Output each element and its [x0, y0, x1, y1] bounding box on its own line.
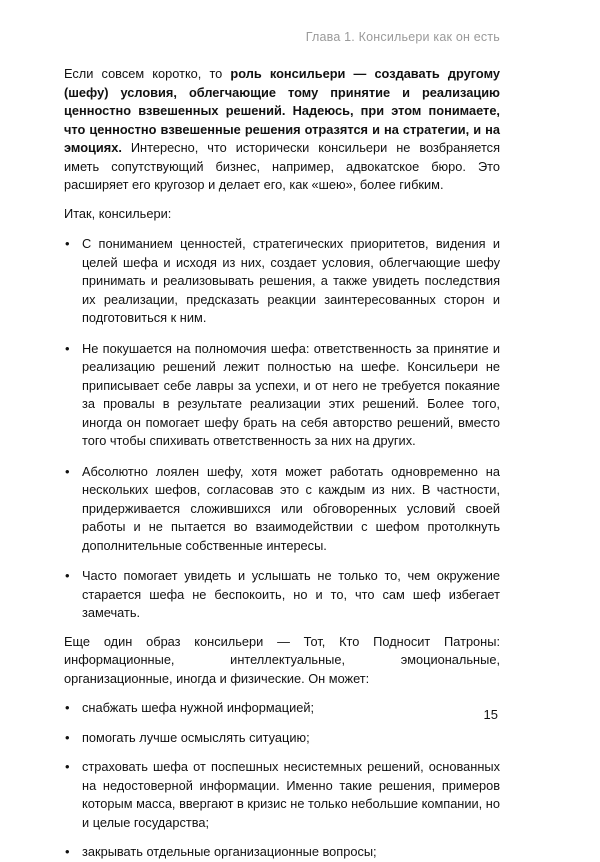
intro-paragraph [64, 65, 500, 195]
consigliere-traits-list [64, 235, 500, 623]
intro-lead-text: Если совсем коротко, то [64, 66, 231, 81]
list-item: • страховать шефа от поспешных несистемных решений, основанных на недостоверной информации. Именно такие решения, примеров которым масса, ввергают в кризис не только небольшие компании, но и целые государства; [64, 758, 500, 832]
consigliere-abilities-list [64, 699, 500, 862]
page-body [64, 65, 500, 862]
list-intro-paragraph: Итак, консильери: [64, 205, 172, 221]
page-number: 15 [483, 707, 498, 722]
patrons-paragraph: Еще один образ консильери — Тот, Кто Подносит Патроны: информационные, интеллектуальные, эмоциональные, организационные, иногда и физические. Он может: [64, 633, 500, 686]
list-item: • закрывать отдельные организационные вопросы; [64, 843, 500, 862]
list-item: • Абсолютно лоялен шефу, хотя может работать одновременно на нескольких шефов, согласовав это с каждым из них. В частности, придерживается сложившихся или обговоренных условий своей работы и не пытается во взаимодействии с шефом протолкнуть дополнительные собственные интересы. [64, 463, 500, 556]
running-head: Глава 1. Консильери как он есть [305, 30, 500, 44]
list-item: • Не покушается на полномочия шефа: ответственность за принятие и реализацию решений лежит полностью на шефе. Консильери не приписывает себе лавры за успехи, и от него не требуется покаяние за провалы в результате реализации этих решений. Более того, иногда он помогает шефу брать на себя авторство решений, вместо того чтобы спихивать ответственность за них на других. [64, 340, 500, 451]
list-item: • С пониманием ценностей, стратегических приоритетов, видения и целей шефа и исходя из них, создает условия, облегчающие шефу принимать и реализовывать решения, а также увидеть последствия их реализации, предсказать реакции заинтересованных сторон и подготовиться к ним. [64, 235, 500, 328]
list-item: • Часто помогает увидеть и услышать не только то, чем окружение старается шефа не беспокоить, но и то, что сам шеф избегает замечать. [64, 567, 500, 623]
intro-bold-text: роль консильери — создавать другому (шефу) условия, облегчающие тому принятие и реализацию ценностно взвешенных решений. Надеюсь, при этом понимаете, что ценностно взвешенные решения отразятся и на стратегии, и на эмоциях. [64, 66, 500, 155]
intro-rest-text: Интересно, что исторически консильери не возбраняется иметь сопутствующий бизнес, например, адвокатское бюро. Это расширяет его кругозор и делает его, как «шею», более гибким. [64, 140, 500, 192]
list-item: • помогать лучше осмыслять ситуацию; [64, 729, 500, 748]
list-item: • снабжать шефа нужной информацией; [64, 699, 500, 718]
